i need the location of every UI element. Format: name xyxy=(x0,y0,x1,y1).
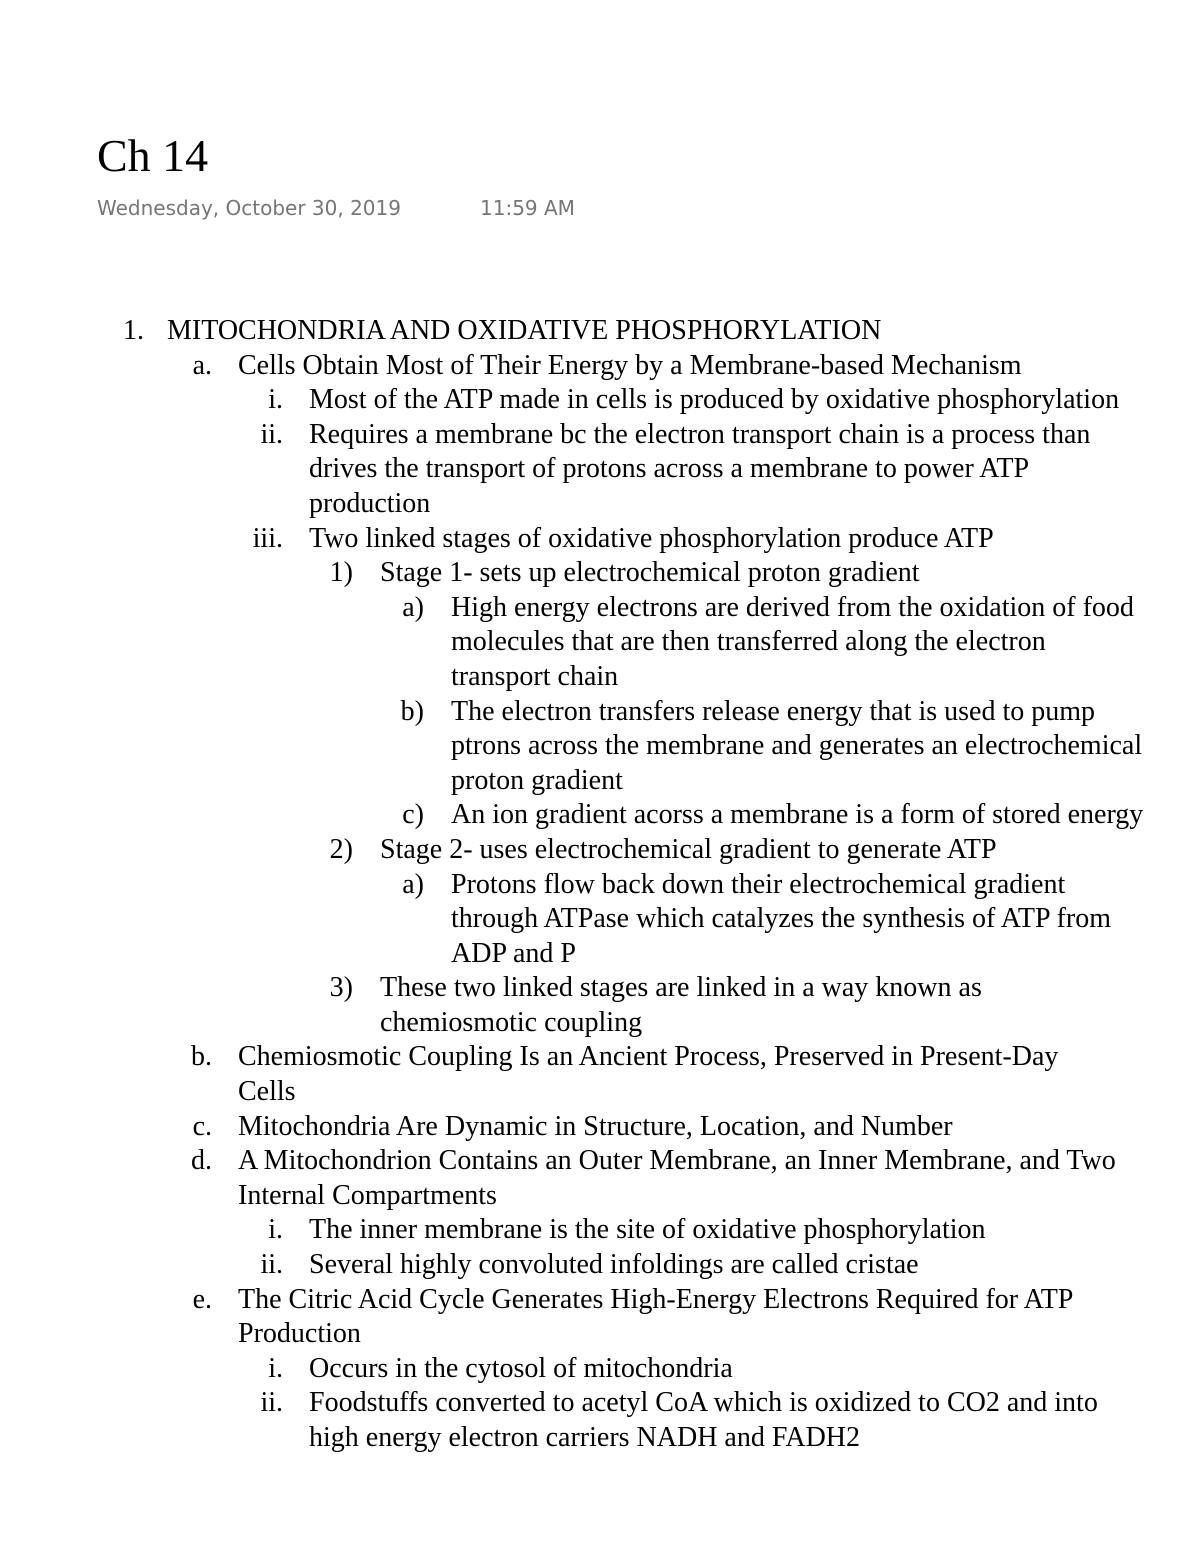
list-item-line: through ATPase which catalyzes the synthesis of ATP from xyxy=(451,903,1111,935)
list-item-text: Cells Obtain Most of Their Energy by a Membrane-based Mechanism xyxy=(238,349,1022,381)
list-item-line: Internal Compartments xyxy=(238,1179,497,1211)
outline-item-b xyxy=(0,1040,1200,1109)
list-marker: i. xyxy=(268,384,283,416)
outline-item-d-i xyxy=(0,1213,1200,1248)
list-marker: a) xyxy=(402,868,424,900)
list-item-line: Protons flow back down their electrochemical gradient xyxy=(451,868,1066,900)
list-marker: i. xyxy=(268,1214,283,1246)
list-item-text: Mitochondria Are Dynamic in Structure, Location, and Number xyxy=(238,1110,953,1142)
list-marker: b) xyxy=(400,695,424,727)
list-item-line: high energy electron carriers NADH and FADH2 xyxy=(309,1422,861,1453)
outline-item-a-iii xyxy=(0,522,1200,557)
list-item-text: An ion gradient acorss a membrane is a form of stored energy xyxy=(451,799,1144,831)
list-item-line: drives the transport of protons across a membrane to power ATP xyxy=(309,453,1030,485)
list-item-text: Several highly convoluted infoldings are called cristae xyxy=(309,1249,919,1281)
list-item-text: Two linked stages of oxidative phosphorylation produce ATP xyxy=(309,522,994,554)
page-date: Wednesday, October 30, 2019 xyxy=(97,196,401,220)
outline-item-stage-2 xyxy=(0,833,1200,868)
list-marker: c. xyxy=(192,1110,212,1142)
outline-item-stage-1-b xyxy=(0,695,1200,799)
list-item-line: A Mitochondrion Contains an Outer Membrane, an Inner Membrane, and Two xyxy=(238,1145,1116,1177)
list-item-line: Foodstuffs converted to acetyl CoA which is oxidized to CO2 and into xyxy=(309,1387,1098,1419)
outline-item-stage-1-a xyxy=(0,591,1200,695)
list-marker: a) xyxy=(402,591,424,623)
list-item-line: The Citric Acid Cycle Generates High-Energy Electrons Required for ATP xyxy=(238,1283,1074,1315)
list-marker: b. xyxy=(191,1041,212,1073)
outline-item-e-ii xyxy=(0,1386,1200,1455)
list-item-line: Chemiosmotic Coupling Is an Ancient Process, Preserved in Present-Day xyxy=(238,1041,1059,1073)
list-item-line: Production xyxy=(238,1318,361,1350)
list-marker: iii. xyxy=(252,522,283,554)
outline-item-e-i xyxy=(0,1352,1200,1387)
list-marker: i. xyxy=(268,1352,283,1384)
outline-item-a xyxy=(0,349,1200,384)
outline-item-1 xyxy=(0,314,1200,349)
list-item-line: These two linked stages are linked in a way known as xyxy=(380,972,982,1004)
outline-item-stage-2-a xyxy=(0,868,1200,972)
page-time: 11:59 AM xyxy=(480,196,575,220)
list-marker: d. xyxy=(191,1145,212,1177)
list-marker: e. xyxy=(192,1283,212,1315)
list-item-line: molecules that are then transferred along the electron xyxy=(451,626,1046,658)
list-item-line: ADP and P xyxy=(451,937,576,969)
outline-item-stage-1-c xyxy=(0,798,1200,833)
list-item-text: MITOCHONDRIA AND OXIDATIVE PHOSPHORYLATION xyxy=(167,315,882,346)
list-marker: ii. xyxy=(260,1387,283,1419)
list-item-line: proton gradient xyxy=(451,764,623,796)
list-item-text: Occurs in the cytosol of mitochondria xyxy=(309,1352,733,1384)
outline-item-stage-1 xyxy=(0,556,1200,591)
page-title: Ch 14 xyxy=(97,130,209,181)
list-item-text: The inner membrane is the site of oxidative phosphorylation xyxy=(309,1214,986,1246)
list-marker: ii. xyxy=(260,418,283,450)
outline-item-a-i xyxy=(0,383,1200,418)
list-item-text: Stage 2- uses electrochemical gradient to generate ATP xyxy=(380,833,997,865)
outline-item-e xyxy=(0,1283,1200,1352)
list-item-line: Requires a membrane bc the electron transport chain is a process than xyxy=(309,418,1091,450)
list-item-text: Most of the ATP made in cells is produced by oxidative phosphorylation xyxy=(309,384,1120,416)
list-marker: a. xyxy=(192,349,212,381)
list-marker: 3) xyxy=(329,972,353,1004)
list-item-line: High energy electrons are derived from the oxidation of food xyxy=(451,591,1134,623)
notes-outline xyxy=(0,314,1200,1453)
outline-item-d xyxy=(0,1144,1200,1213)
list-item-line: Cells xyxy=(238,1076,296,1108)
list-marker: c) xyxy=(402,799,424,831)
list-item-line: The electron transfers release energy that is used to pump xyxy=(451,695,1096,727)
list-marker: ii. xyxy=(260,1249,283,1281)
outline-item-stage-3 xyxy=(0,971,1200,1040)
list-marker: 2) xyxy=(329,833,353,865)
list-item-line: chemiosmotic coupling xyxy=(380,1006,643,1038)
list-item-line: ptrons across the membrane and generates an electrochemical xyxy=(451,730,1143,762)
outline-item-d-ii xyxy=(0,1248,1200,1283)
outline-item-a-ii xyxy=(0,418,1200,522)
outline-item-c xyxy=(0,1110,1200,1145)
list-marker: 1) xyxy=(329,557,353,589)
list-item-line: production xyxy=(309,487,431,519)
list-marker: 1. xyxy=(123,315,144,346)
list-item-line: transport chain xyxy=(451,660,619,692)
list-item-text: Stage 1- sets up electrochemical proton gradient xyxy=(380,557,920,589)
